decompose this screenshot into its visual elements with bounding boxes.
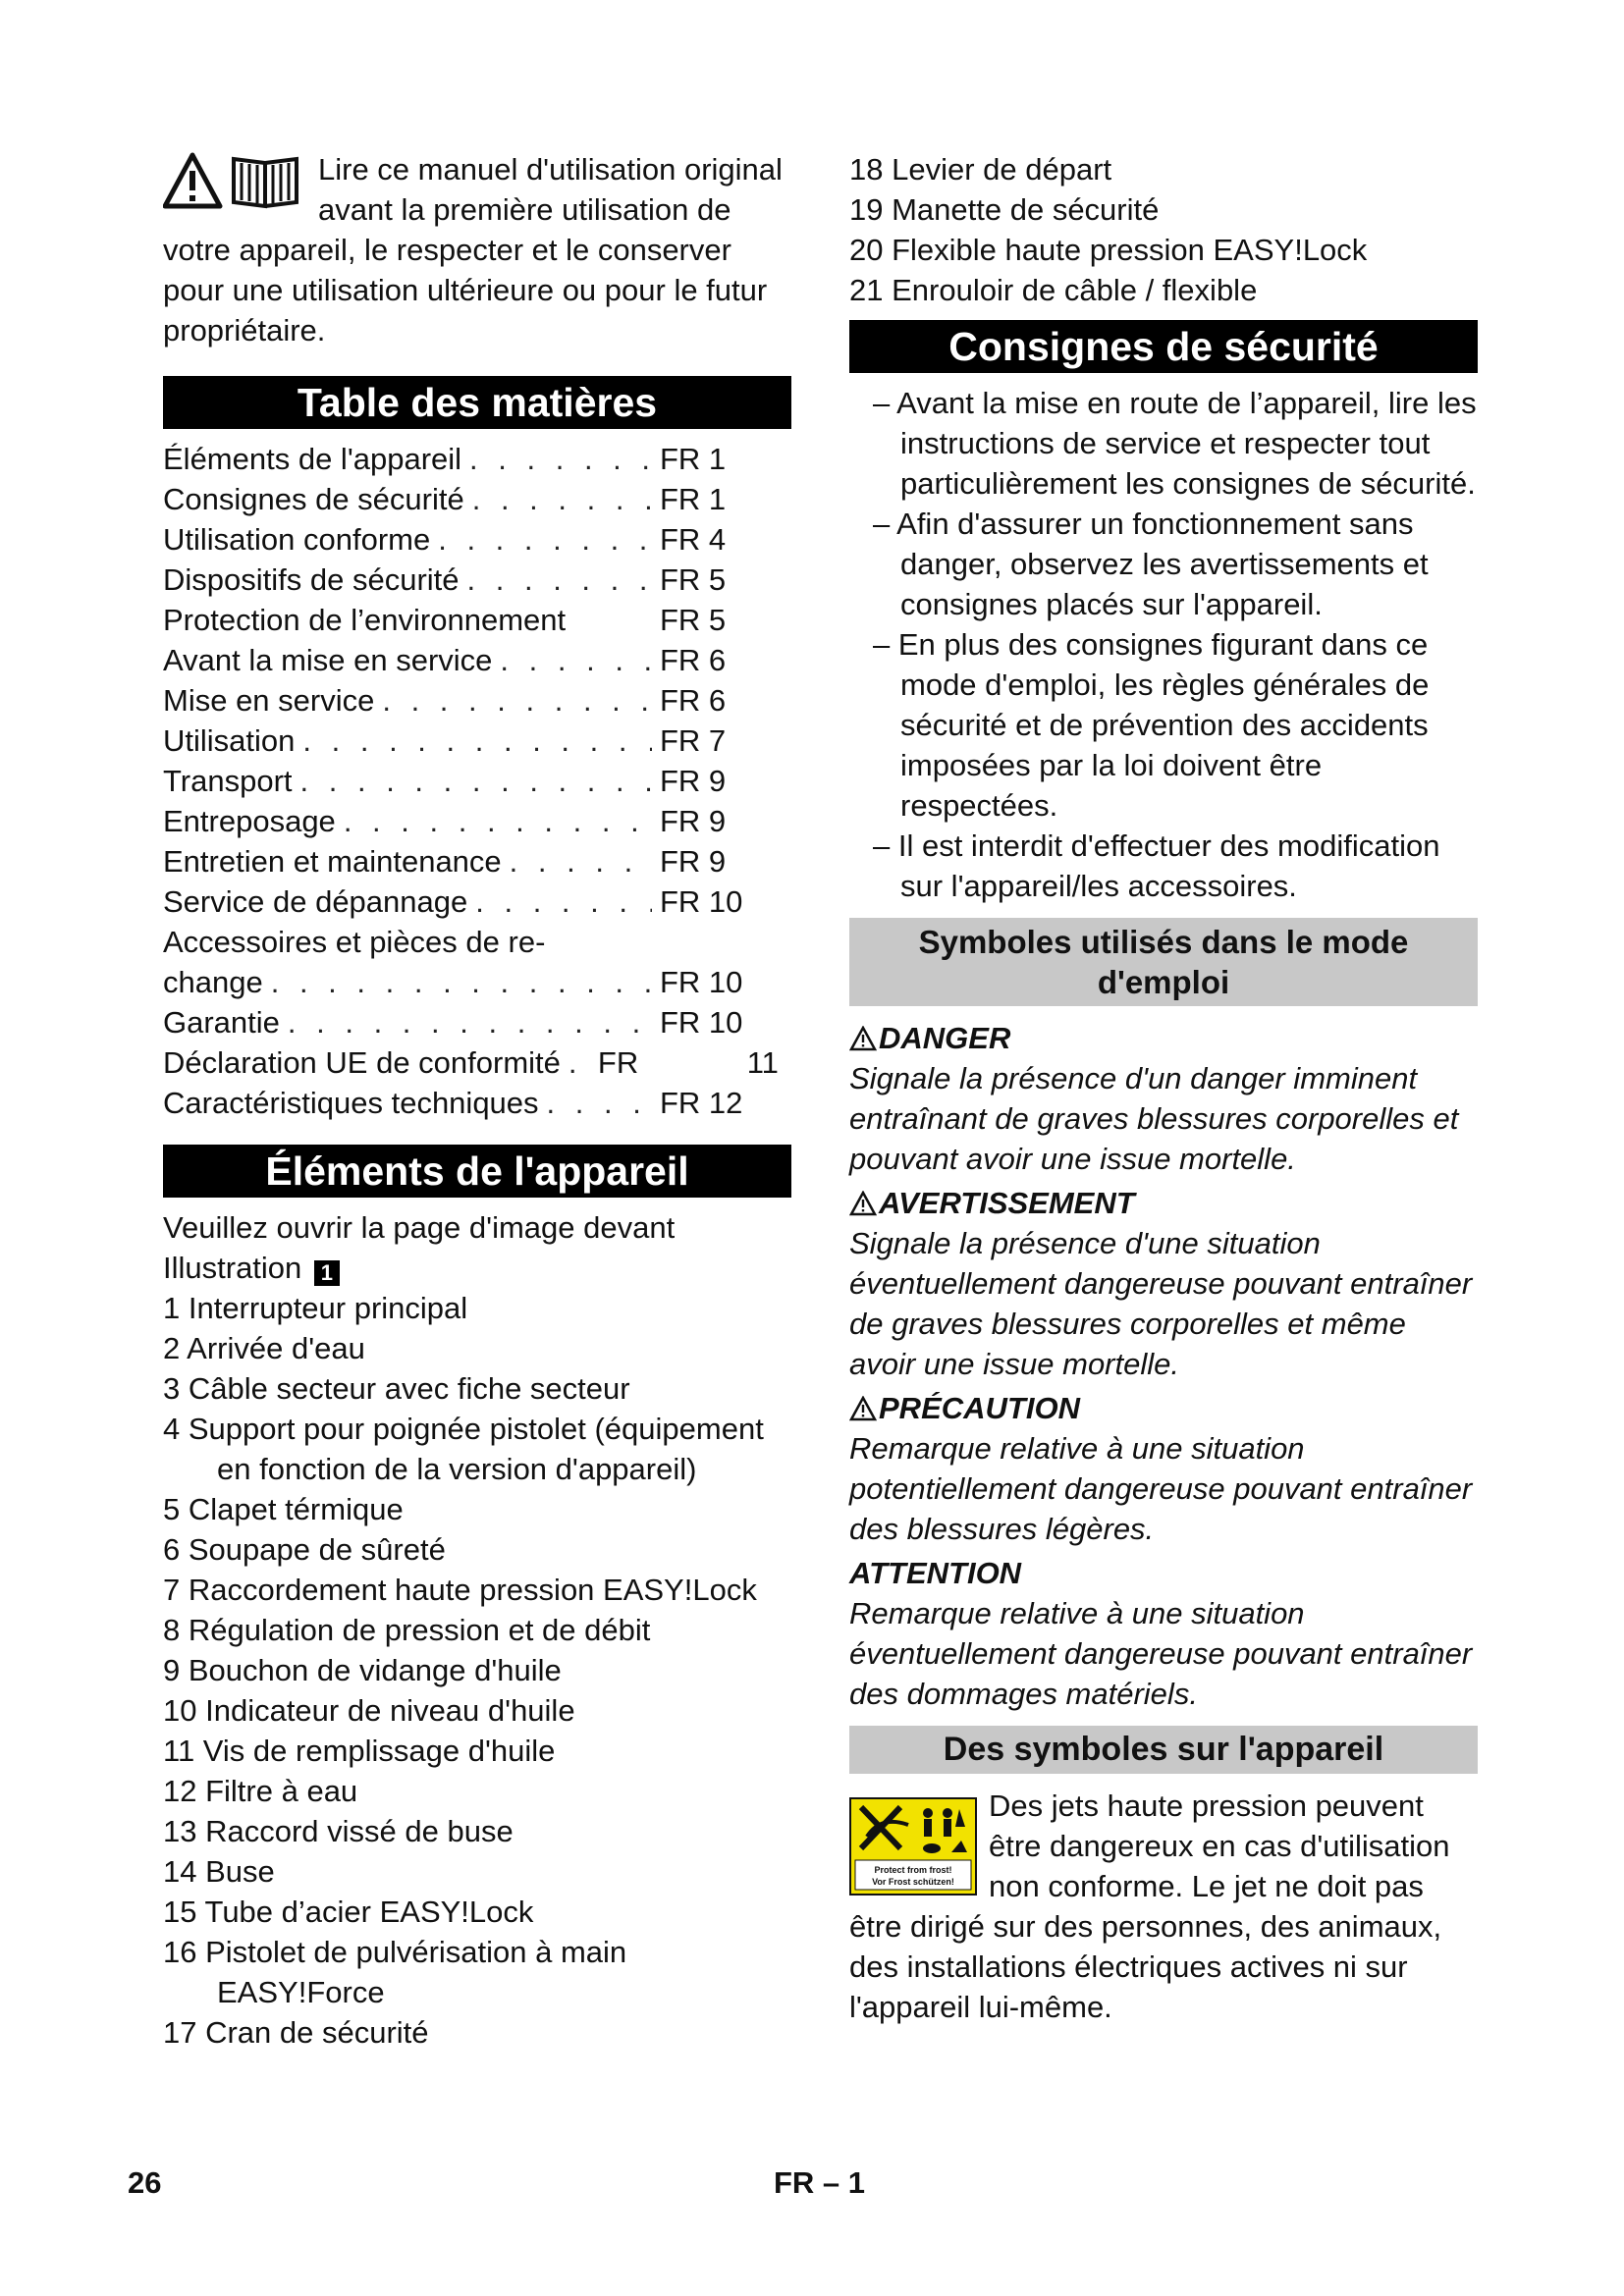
list-item: – En plus des consignes figurant dans ce mode d'emploi, les règles générales de sécurité et de prévention des accidents imposées par la loi doivent être respectées. bbox=[873, 627, 1430, 823]
toc-entry[interactable]: Entreposage . . . FR 9 bbox=[163, 801, 791, 841]
symbols-heading: Symboles utilisés dans le mode d'emploi bbox=[849, 918, 1478, 1006]
toc-entry[interactable]: Déclaration UE de conformité . . . FR 11 bbox=[163, 1042, 791, 1083]
high-pressure-warning-label-icon bbox=[849, 1797, 977, 1896]
list-item: 21 Enrouloir de câble / flexible bbox=[849, 273, 1258, 307]
list-item: 11 Vis de remplissage d'huile bbox=[163, 1734, 556, 1768]
warning-triangle-icon bbox=[849, 1026, 877, 1051]
toc-entry[interactable]: Éléments de l'appareil . . . FR 1 bbox=[163, 439, 791, 479]
list-item: 8 Régulation de pression et de débit bbox=[163, 1613, 651, 1647]
toc-entry[interactable]: Entretien et maintenance . . . FR 9 bbox=[163, 841, 791, 881]
warning-title: AVERTISSEMENT bbox=[849, 1183, 1478, 1223]
toc-entry[interactable]: Transport . . . FR 9 bbox=[163, 761, 791, 801]
label-line-1: Protect from frost! bbox=[874, 1865, 952, 1875]
intro-text: Lire ce manuel d'utilisation original avant la première utilisation de votre appareil, le respecter et le conserver pour une utilisation ultérieure ou pour le futur propriétaire. bbox=[163, 152, 783, 347]
list-item: 9 Bouchon de vidange d'huile bbox=[163, 1653, 562, 1687]
toc-entry[interactable]: Accessoires et pièces de re- change . . . FR 10 bbox=[163, 922, 791, 1002]
page-number: 26 bbox=[128, 2165, 162, 2200]
list-item: 17 Cran de sécurité bbox=[163, 2015, 429, 2050]
list-item: – Avant la mise en route de l’appareil, lire les instructions de service et respecter tout particulièrement les consignes de sécurité. bbox=[873, 386, 1477, 501]
read-manual-icon bbox=[163, 151, 308, 212]
caution-title: PRÉCAUTION bbox=[849, 1388, 1478, 1428]
danger-text: Signale la présence d'un danger imminent entraînant de graves blessures corporelles et pouvant avoir une issue mortelle. bbox=[849, 1061, 1459, 1176]
caution-text: Remarque relative à une situation potentiellement dangereuse pouvant entraîner des blessures légères. bbox=[849, 1431, 1473, 1546]
label-line-2: Vor Frost schützen! bbox=[872, 1877, 954, 1887]
toc-entry[interactable]: Utilisation . . . FR 7 bbox=[163, 721, 791, 761]
list-item: 14 Buse bbox=[163, 1854, 275, 1889]
danger-title: DANGER bbox=[849, 1018, 1478, 1058]
list-item: 13 Raccord vissé de buse bbox=[163, 1814, 514, 1848]
warning-triangle-icon bbox=[849, 1396, 877, 1421]
list-item: 4 Support pour poignée pistolet (équipement en fonction de la version d'appareil) bbox=[163, 1412, 764, 1486]
warning-triangle-icon bbox=[849, 1191, 877, 1216]
list-item: 15 Tube d’acier EASY!Lock bbox=[163, 1895, 534, 1929]
warning-text: Signale la présence d'une situation éventuellement dangereuse pouvant entraîner de graves blessures corporelles et même avoir une issue mortelle. bbox=[849, 1226, 1473, 1381]
device-symbol-block bbox=[849, 1786, 1478, 2027]
safety-heading: Consignes de sécurité bbox=[849, 320, 1478, 373]
warning-and-manual-icons bbox=[163, 151, 308, 212]
toc-entry[interactable]: Caractéristiques techniques . . . FR 12 bbox=[163, 1083, 791, 1123]
list-item: 18 Levier de départ bbox=[849, 152, 1112, 187]
elements-heading: Éléments de l'appareil bbox=[163, 1145, 791, 1198]
list-item: 19 Manette de sécurité bbox=[849, 192, 1160, 227]
list-item: 7 Raccordement haute pression EASY!Lock bbox=[163, 1573, 757, 1607]
toc-heading: Table des matières bbox=[163, 376, 791, 429]
toc-entry[interactable]: Garantie . . . FR 10 bbox=[163, 1002, 791, 1042]
list-item: 16 Pistolet de pulvérisation à main EASY!Force bbox=[163, 1935, 627, 2009]
left-column bbox=[163, 149, 791, 2053]
list-item: – Il est interdit d'effectuer des modification sur l'appareil/les accessoires. bbox=[873, 828, 1440, 903]
device-symbol-text: Des jets haute pression peuvent être dangereux en cas d'utilisation non conforme. Le jet ne doit pas être dirigé sur des personnes, des animaux, des installations électriques actives ni sur l'appareil lui-même. bbox=[849, 1789, 1450, 2024]
toc-entry[interactable]: Consignes de sécurité . . . FR 1 bbox=[163, 479, 791, 519]
intro-notice bbox=[163, 149, 791, 350]
page-code: FR – 1 bbox=[774, 2165, 866, 2200]
toc-entry[interactable]: Dispositifs de sécurité . . . FR 5 bbox=[163, 560, 791, 600]
toc-entry[interactable]: Protection de l’environnement FR 5 bbox=[163, 603, 727, 637]
device-symbols-heading: Des symboles sur l'appareil bbox=[849, 1726, 1478, 1774]
safety-list bbox=[849, 383, 1478, 906]
list-item: 12 Filtre à eau bbox=[163, 1774, 358, 1808]
toc-entry[interactable]: Mise en service . . . FR 6 bbox=[163, 680, 791, 721]
list-item: 5 Clapet térmique bbox=[163, 1492, 404, 1526]
right-column bbox=[849, 149, 1478, 2027]
toc-entry[interactable]: Service de dépannage . . . FR 10 bbox=[163, 881, 791, 922]
list-item: 6 Soupape de sûreté bbox=[163, 1532, 446, 1567]
elements-intro: Veuillez ouvrir la page d'image devant Illustration 1 bbox=[163, 1210, 676, 1285]
list-item: 20 Flexible haute pression EASY!Lock bbox=[849, 233, 1368, 267]
toc-entry[interactable]: Utilisation conforme . . . FR 4 bbox=[163, 519, 791, 560]
toc-entry[interactable]: Avant la mise en service . . . FR 6 bbox=[163, 640, 791, 680]
table-of-contents bbox=[163, 439, 791, 1123]
attention-title: ATTENTION bbox=[849, 1556, 1022, 1590]
parts-list bbox=[163, 1288, 791, 2053]
list-item: 1 Interrupteur principal bbox=[163, 1291, 468, 1325]
list-item: 10 Indicateur de niveau d'huile bbox=[163, 1693, 575, 1728]
parts-list-continued bbox=[849, 149, 1478, 310]
list-item: 2 Arrivée d'eau bbox=[163, 1331, 365, 1365]
attention-text: Remarque relative à une situation éventuellement dangereuse pouvant entraîner des dommages matériels. bbox=[849, 1596, 1473, 1711]
figure-badge: 1 bbox=[314, 1260, 340, 1286]
list-item: 3 Câble secteur avec fiche secteur bbox=[163, 1371, 630, 1406]
list-item: – Afin d'assurer un fonctionnement sans danger, observez les avertissements et consignes placés sur l'appareil. bbox=[873, 507, 1429, 621]
